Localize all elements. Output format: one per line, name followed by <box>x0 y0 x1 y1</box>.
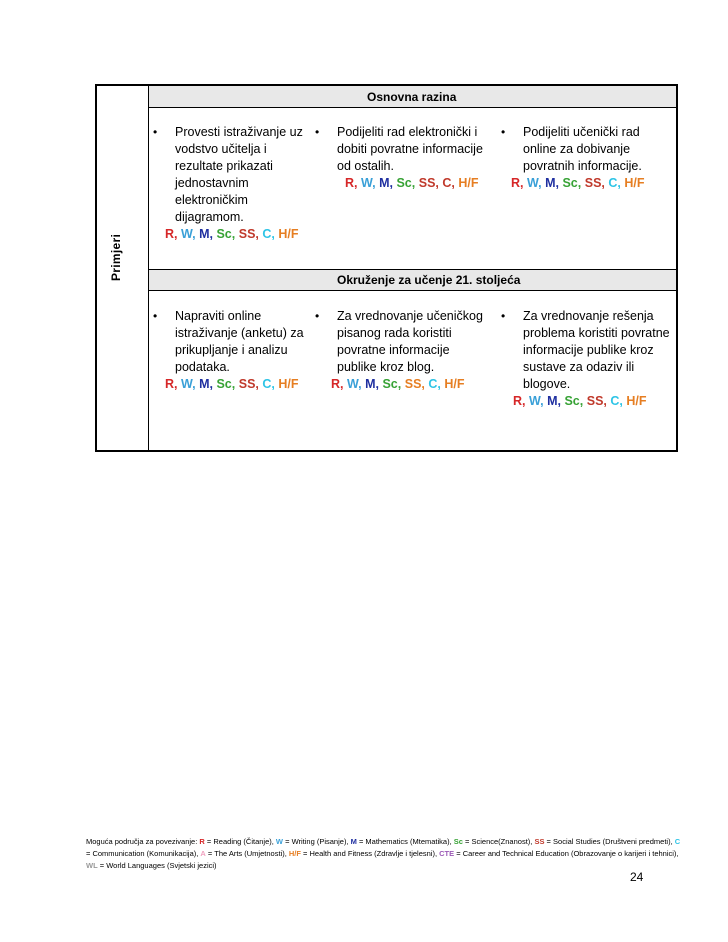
subject-codes: R, W, M, Sc, SS, C, H/F <box>165 377 299 391</box>
cell-text: Podijeliti učenički rad online za dobivanje povratnih informacije. <box>523 125 642 173</box>
legend-key-hf: H/F <box>288 849 301 858</box>
bullet-icon: • <box>153 309 158 323</box>
cell-text: Provesti istraživanje uz vodstvo učitelja i rezultate prikazati jednostavnim elektroničkim dijagramom. <box>175 125 303 224</box>
cell-text: Podijeliti rad elektronički i dobiti povratne informacije od ostalih. <box>337 125 483 173</box>
legend-text: = World Languages (Svjetski jezici) <box>97 861 217 870</box>
legend-text: = The Arts (Umjetnosti), <box>205 849 289 858</box>
legend-text: = Social Studies (Društveni predmeti), <box>544 837 675 846</box>
footnote-intro: Moguća područja za povezivanje: <box>86 837 198 846</box>
level-header-21st-century <box>149 269 676 291</box>
subject-codes: R, W, M, Sc, SS, C, H/F <box>331 377 465 391</box>
legend-key-r: R <box>199 837 205 846</box>
subject-codes: R, W, M, Sc, SS, C, H/F <box>345 176 479 190</box>
side-label: Primjeri <box>109 233 123 281</box>
page-number: 24 <box>630 870 644 884</box>
cell-text: Za vrednovanje učeničkog pisanog rada koristiti povratne informacije publike kroz blog. <box>337 309 483 374</box>
subject-codes: R, W, M, Sc, SS, C, H/F <box>165 227 299 241</box>
legend-text: = Career and Technical Education (Obrazovanje o karijeri i tehnici), <box>454 849 679 858</box>
examples-table <box>95 84 678 452</box>
cell-text: Napraviti online istraživanje (anketu) za prikupljanje i analizu podataka. <box>175 309 304 374</box>
cell-r2c3 <box>501 308 677 410</box>
legend-key-ss: SS <box>534 837 545 846</box>
bullet-icon: • <box>501 125 506 139</box>
legend-key-cte: CTE <box>439 849 455 858</box>
level-title-basic: Osnovna razina <box>367 89 457 104</box>
side-column <box>97 86 149 450</box>
legend-text: = Communication (Komunikacija), <box>86 849 201 858</box>
legend-key-w: W <box>275 837 284 846</box>
legend-text: = Mathematics (Mtematika), <box>356 837 454 846</box>
bullet-icon: • <box>501 309 506 323</box>
subject-codes: R, W, M, Sc, SS, C, H/F <box>513 394 647 408</box>
legend-key-a: A <box>200 849 206 858</box>
subject-codes: R, W, M, Sc, SS, C, H/F <box>511 176 645 190</box>
legend-key-m: M <box>350 837 357 846</box>
legend-key-wl: WL <box>86 861 98 870</box>
level-header-basic <box>149 86 676 108</box>
legend-text: = Writing (Pisanje), <box>283 837 351 846</box>
legend-text: = Health and Fitness (Zdravlje i tjelesni), <box>300 849 440 858</box>
level-title-21st-century: Okruženje za učenje 21. stoljeća <box>337 273 521 287</box>
bullet-icon: • <box>315 125 320 139</box>
cell-r2c1 <box>153 308 305 393</box>
cell-r1c3 <box>501 124 671 192</box>
bullet-icon: • <box>153 125 158 139</box>
cell-r2c2 <box>315 308 491 393</box>
cell-r1c1 <box>153 124 305 243</box>
bullet-icon: • <box>315 309 320 323</box>
legend-key-sc: Sc <box>453 837 463 846</box>
legend-text: = Reading (Čitanje), <box>204 837 276 846</box>
cell-text: Za vrednovanje rešenja problema koristiti povratne informacije publike kroz sustave za odaziv ili blogove. <box>523 309 670 391</box>
legend-key-c: C <box>674 837 681 846</box>
footnote <box>86 836 686 872</box>
legend-text: = Science(Znanost), <box>462 837 535 846</box>
cell-r1c2 <box>315 124 491 192</box>
